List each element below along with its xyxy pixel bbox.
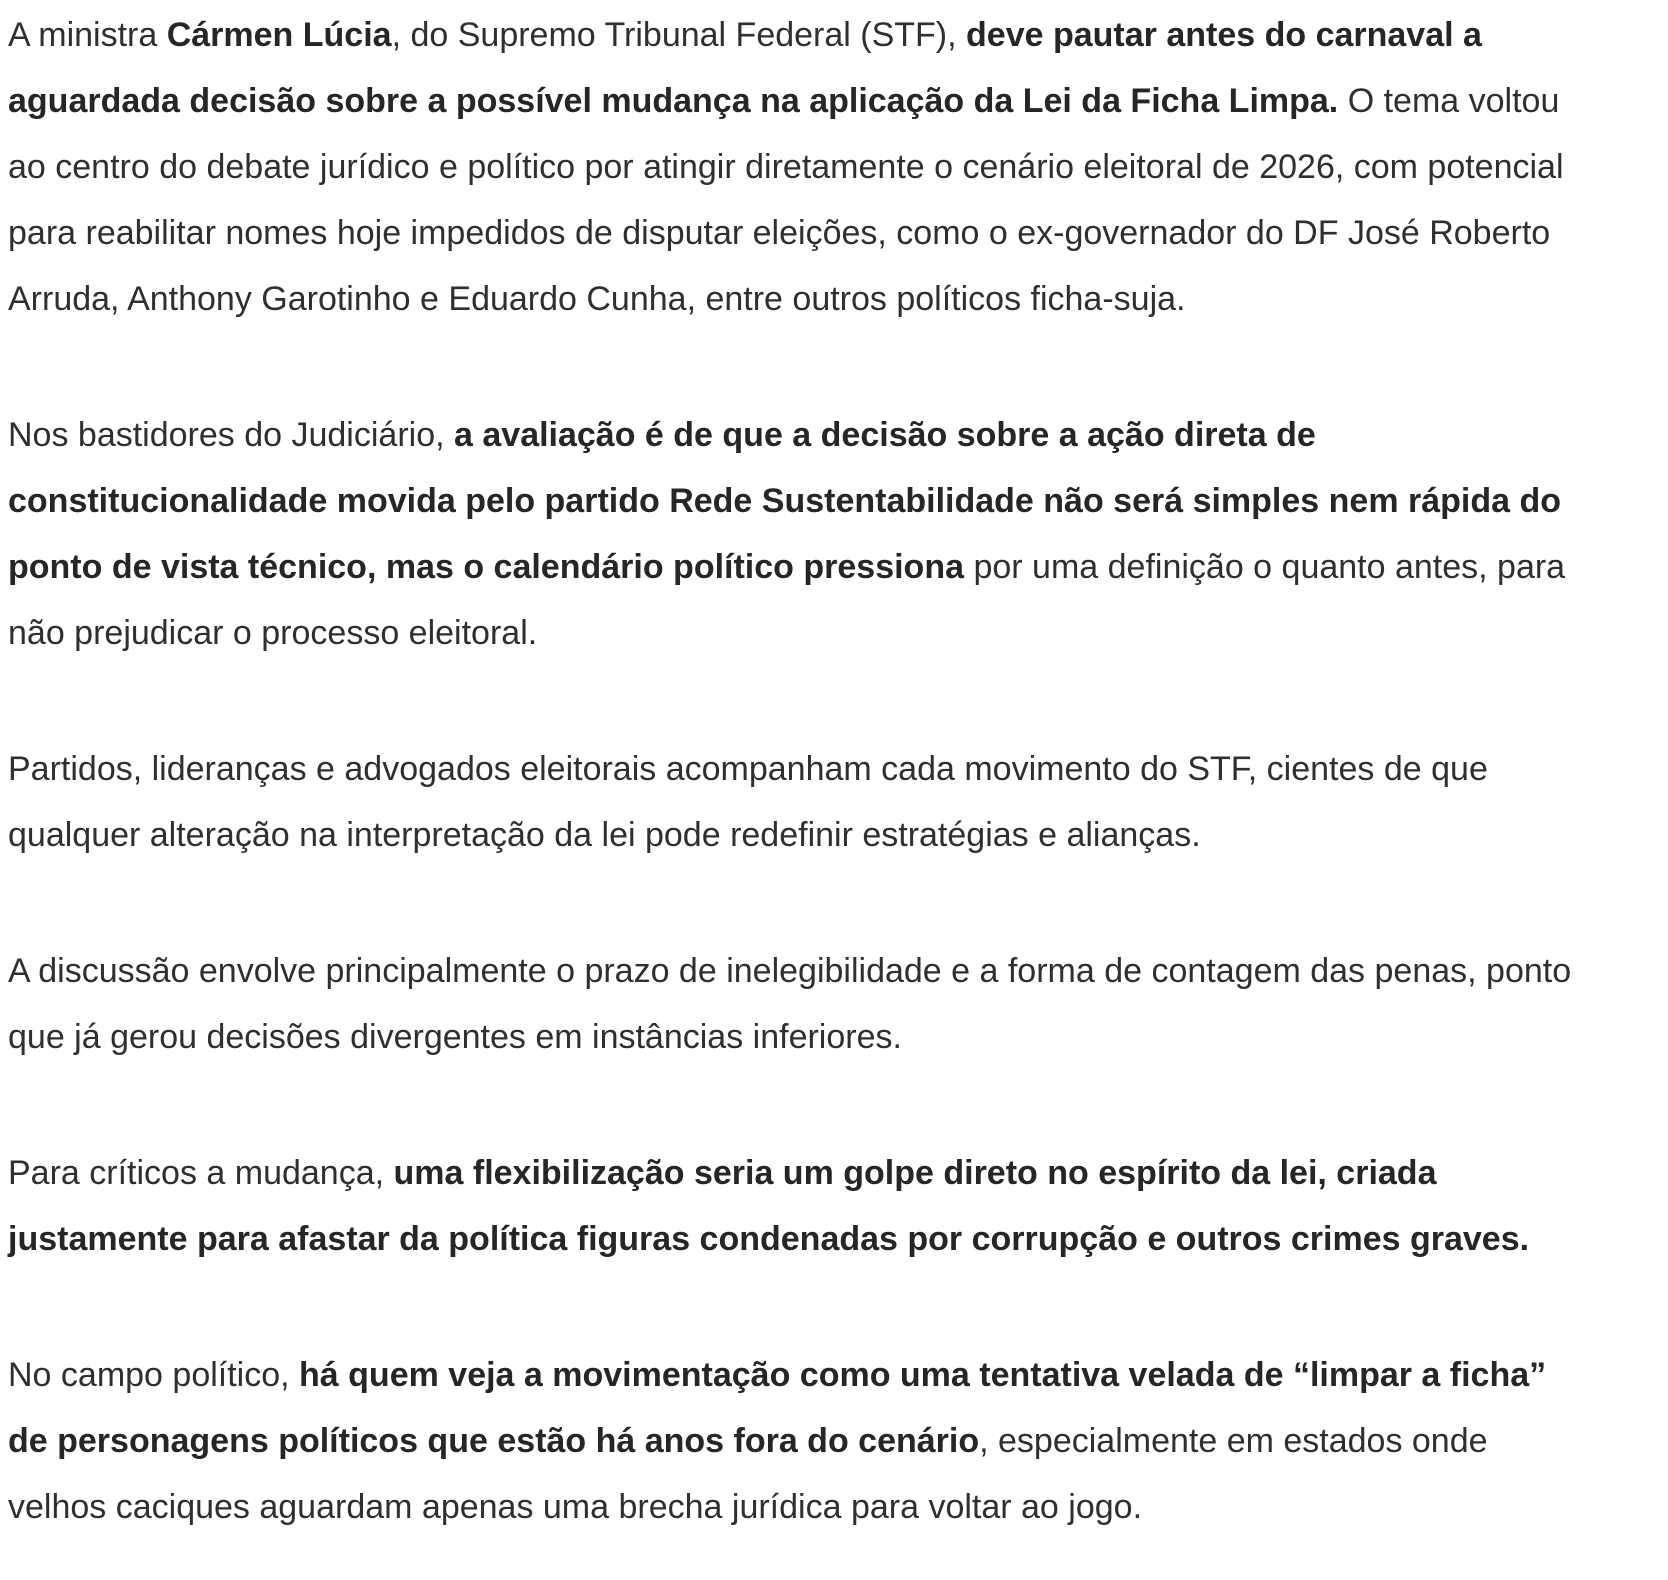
article-paragraph xyxy=(8,402,1580,666)
text-segment: , do Supremo Tribunal Federal (STF), xyxy=(391,16,967,54)
text-segment: Partidos, lideranças e advogados eleitorais acompanham cada movimento do STF, cientes de que qualquer alteração na interpretação da lei pode redefinir estratégias e alianças. xyxy=(8,750,1488,854)
article-paragraph xyxy=(8,1342,1580,1540)
text-segment: Nos bastidores do Judiciário, xyxy=(8,416,455,454)
article-paragraph xyxy=(8,736,1580,868)
text-segment: O tema voltou ao centro do debate jurídico e político por atingir diretamente o cenário eleitoral de 2026, com potencial para reabilitar nomes hoje impedidos de disputar eleições, como o ex-governador do DF José Roberto Arruda, Anthony Garotinho e Eduardo Cunha, entre outros políticos ficha-suja. xyxy=(8,82,1564,318)
bold-text-segment: há quem veja a movimentação como uma tentativa velada de “limpar a ficha” de personagens políticos que estão há anos fora do cenário xyxy=(8,1356,1547,1460)
bold-text-segment: uma flexibilização seria um golpe direto no espírito da lei, criada justamente para afastar da política figuras condenadas por corrupção e outros crimes graves. xyxy=(8,1154,1530,1258)
article-body xyxy=(8,2,1580,1540)
text-segment: por uma definição o quanto antes, para não prejudicar o processo eleitoral. xyxy=(8,548,1566,652)
text-segment: A ministra xyxy=(8,16,167,54)
text-segment: A discussão envolve principalmente o prazo de inelegibilidade e a forma de contagem das penas, ponto que já gerou decisões divergentes em instâncias inferiores. xyxy=(8,952,1572,1056)
article-paragraph xyxy=(8,2,1580,332)
bold-text-segment: a avaliação é de que a decisão sobre a ação direta de constitucionalidade movida pelo partido Rede Sustentabilidade não será simples nem rápida do ponto de vista técnico, mas o calendário político pressiona xyxy=(8,416,1562,586)
article-paragraph xyxy=(8,1140,1580,1272)
bold-text-segment: deve pautar antes do carnaval a aguardada decisão sobre a possível mudança na aplicação da Lei da Ficha Limpa. xyxy=(8,16,1482,120)
text-segment: , especialmente em estados onde velhos caciques aguardam apenas uma brecha jurídica para voltar ao jogo. xyxy=(8,1422,1488,1526)
article-paragraph xyxy=(8,938,1580,1070)
bold-text-segment: Cármen Lúcia xyxy=(166,16,392,54)
text-segment: No campo político, xyxy=(8,1356,300,1394)
text-segment: Para críticos a mudança, xyxy=(8,1154,394,1192)
